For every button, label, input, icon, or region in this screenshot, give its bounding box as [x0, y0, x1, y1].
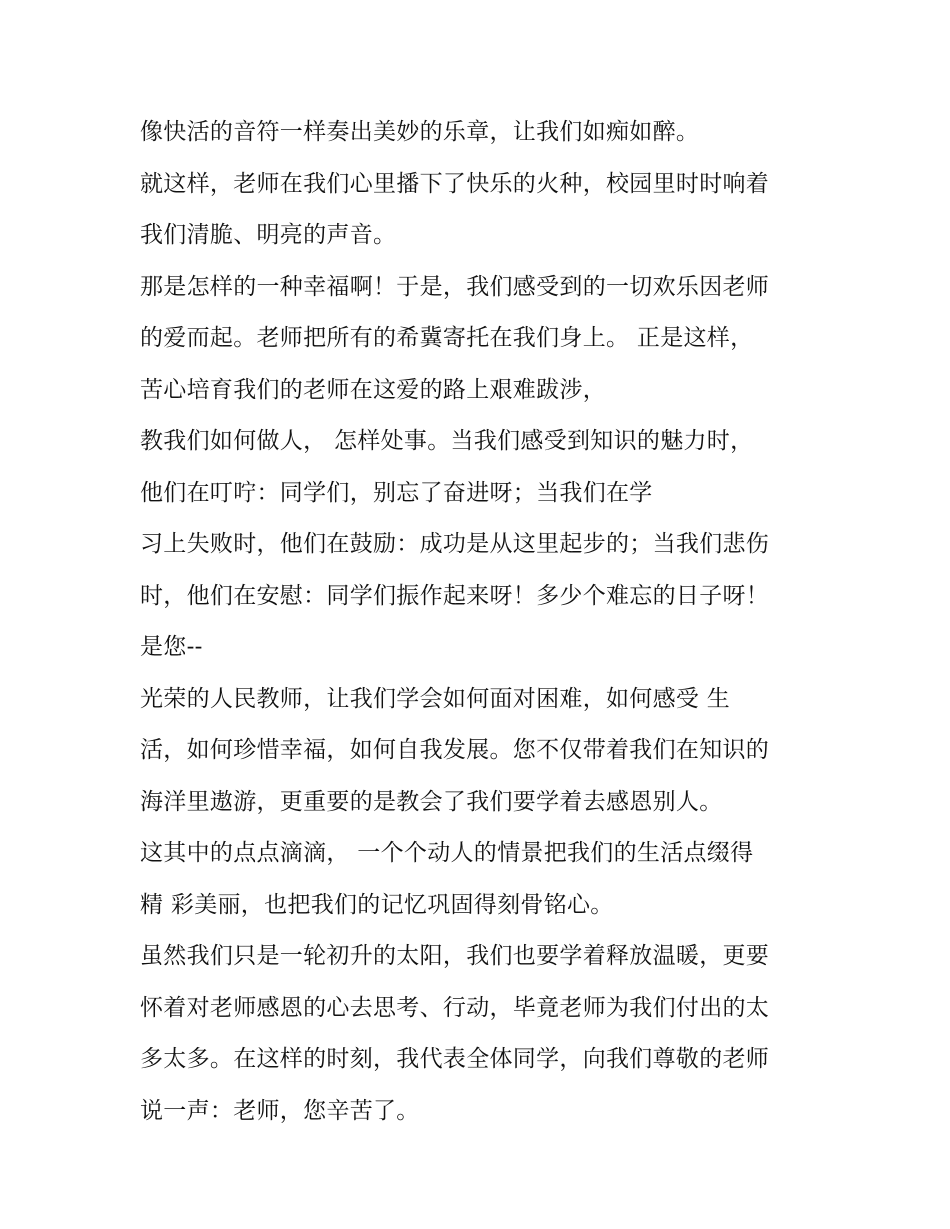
text-line: 时，他们在安慰：同学们振作起来呀！多少个难忘的日子呀！ — [140, 582, 770, 609]
body-text — [140, 107, 830, 1137]
text-line: 说一声：老师，您辛苦了。 — [140, 1097, 420, 1124]
text-line: 光荣的人民教师，让我们学会如何面对困难，如何感受 生 — [140, 685, 731, 712]
text-line: 虽然我们只是一轮初升的太阳，我们也要学着释放温暖，更要 — [140, 943, 770, 969]
text-line: 我们清脆、明亮的声音。 — [140, 222, 397, 248]
text-line: 就这样，老师在我们心里播下了快乐的火种，校园里时时响着 — [140, 170, 770, 197]
text-line: 精 彩美丽，也把我们的记忆巩固得刻骨铭心。 — [140, 891, 614, 918]
text-line: 活，如何珍惜幸福，如何自我发展。您不仅带着我们在知识的 — [140, 737, 770, 763]
text-line: 是您-- — [140, 634, 203, 660]
text-line: 教我们如何做人， 怎样处事。当我们感受到知识的魅力时， — [140, 428, 754, 454]
text-line: 海洋里遨游，更重要的是教会了我们要学着去感恩别人。 — [140, 788, 723, 815]
text-line: 那是怎样的一种幸福啊！于是，我们感受到的一切欢乐因老师 — [140, 273, 770, 300]
text-line: 这其中的点点滴滴， 一个个动人的情景把我们的生活点缀得 — [140, 840, 754, 866]
text-line: 多太多。在这样的时刻，我代表全体同学，向我们尊敬的老师 — [140, 1046, 770, 1072]
text-line: 像快活的音符一样奏出美妙的乐章，让我们如痴如醉。 — [140, 119, 700, 145]
text-line: 苦心培育我们的老师在这爱的路上艰难跋涉， — [140, 376, 606, 403]
text-line: 的爱而起。老师把所有的希冀寄托在我们身上。 正是这样， — [140, 325, 754, 351]
text-line: 习上失败时，他们在鼓励：成功是从这里起步的；当我们悲伤 — [140, 531, 770, 557]
text-line: 怀着对老师感恩的心去思考、行动，毕竟老师为我们付出的太 — [140, 994, 770, 1021]
text-line: 他们在叮咛：同学们，别忘了奋进呀；当我们在学 — [140, 479, 653, 506]
